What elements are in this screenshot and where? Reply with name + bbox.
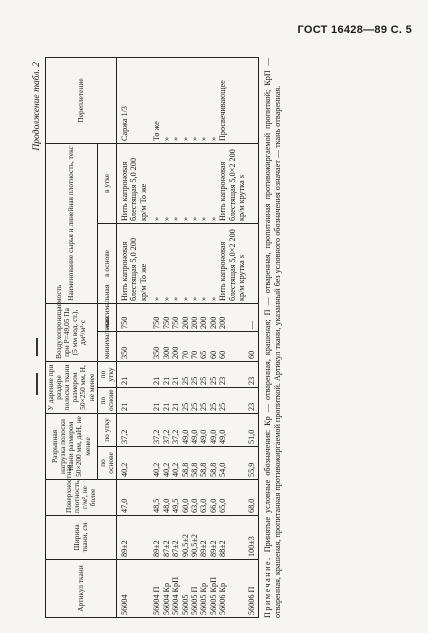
cell-article: 56005 КрП: [209, 560, 218, 618]
cell-width: 89±2: [209, 516, 218, 560]
cell-density: 63,0: [190, 480, 199, 516]
cell-weave: »: [190, 57, 199, 143]
cell-yarn-warp: »: [152, 223, 161, 303]
cell-air-max: 200: [218, 303, 246, 331]
cell-tensile-warp: 58,8: [209, 447, 218, 480]
table-row: [209, 57, 218, 617]
cell-yarn-weft: Нить капроновая блестящая 5,0 200 кр/м То же: [117, 143, 153, 223]
cell-weave: [247, 57, 259, 143]
cell-tensile-weft: 49,0: [209, 413, 218, 446]
cell-air-min: 65: [199, 331, 208, 361]
col-tear-weft: по утку: [97, 361, 116, 387]
cell-air-min: 70: [181, 331, 190, 361]
cell-yarn-weft: »: [152, 143, 161, 223]
cell-yarn-warp: »: [181, 223, 190, 303]
cell-air-max: 200: [199, 303, 208, 331]
cell-width: 87±2: [162, 516, 171, 560]
col-tear-warp: по основе: [97, 387, 116, 413]
cell-tear-warp: 21: [171, 387, 180, 413]
cell-width: 89±2: [152, 516, 161, 560]
cell-tensile-warp: 40,2: [117, 447, 153, 480]
cell-tear-warp: 25: [181, 387, 190, 413]
col-tensile-warp: по основе: [97, 447, 116, 480]
cell-weave: »: [171, 57, 180, 143]
cell-density: 48,0: [162, 480, 171, 516]
cell-weave: »: [209, 57, 218, 143]
cell-density: 63,0: [199, 480, 208, 516]
cell-air-max: 200: [181, 303, 190, 331]
cell-tensile-warp: 58,8: [199, 447, 208, 480]
cell-air-max: 750: [117, 303, 153, 331]
cell-tensile-warp: 58,8: [190, 447, 199, 480]
cell-tear-warp: 21: [162, 387, 171, 413]
col-air-min: минимальная: [97, 331, 116, 361]
note-text: Принятые условные обозначения: Кр — отваренная, крашеная; П — отваренная, пропитанная противожиргаемой пропиткой; КрП — отваренная, крашеная, пропитанная противожиргаемой пропиткой. Артикул ткани, указанный без условного обозначения означает — ткань отваренная.: [262, 57, 283, 618]
col-weave: Переплетение: [45, 57, 116, 143]
cell-tear-warp: 25: [199, 387, 208, 413]
col-width: Ширина ткани, см: [45, 516, 116, 560]
cell-tear-weft: 21: [152, 361, 161, 387]
cell-tensile-warp: 40,2: [152, 447, 161, 480]
cell-article: 56006 П: [247, 560, 259, 618]
cell-yarn-warp: »: [209, 223, 218, 303]
cell-air-min: 350: [152, 331, 161, 361]
table-row: [181, 57, 190, 617]
cell-tear-weft: 23: [218, 361, 246, 387]
cell-tensile-weft: 49,0: [199, 413, 208, 446]
table-row: [199, 57, 208, 617]
cell-yarn-weft: »: [209, 143, 218, 223]
cell-tensile-weft: 37,2: [152, 413, 161, 446]
cell-width: 87±2: [171, 516, 180, 560]
table-row: [117, 57, 153, 617]
cell-width: 90,5±2: [181, 516, 190, 560]
cell-yarn-warp: »: [171, 223, 180, 303]
table-row: [152, 57, 161, 617]
table-row: [171, 57, 180, 617]
cell-air-min: 350: [117, 331, 153, 361]
cell-air-max: 750: [162, 303, 171, 331]
cell-tensile-weft: 49,0: [218, 413, 246, 446]
col-yarn-weft: в утке: [97, 143, 116, 223]
cell-tear-weft: 25: [199, 361, 208, 387]
cell-tensile-weft: 37,2: [117, 413, 153, 446]
cell-weave: »: [199, 57, 208, 143]
continuation-label: Продолжение табл. 2: [32, 62, 42, 151]
cell-tear-weft: 25: [181, 361, 190, 387]
cell-tear-weft: 21: [117, 361, 153, 387]
cell-air-min: 60: [209, 331, 218, 361]
cell-tear-weft: 25: [190, 361, 199, 387]
col-yarn-warp: в основе: [97, 223, 116, 303]
col-tear: У дарение при раздире полоски ткани размером 50×250 мм, Н, не менее: [45, 361, 97, 413]
cell-tensile-weft: 37,2: [171, 413, 180, 446]
cell-yarn-warp: Нить капроновая блестящая 5,0×2 200 кр/м крутка s: [218, 223, 246, 303]
cell-tensile-warp: 54,0: [218, 447, 246, 480]
cell-article: 56006 Кр: [218, 560, 246, 618]
cell-article: 56005 П: [190, 560, 199, 618]
cell-width: 90,5±2: [190, 516, 199, 560]
cell-yarn-weft: »: [171, 143, 180, 223]
cell-tensile-warp: 58,8: [181, 447, 190, 480]
cell-article: 56005: [181, 560, 190, 618]
cell-tensile-warp: 55,9: [247, 447, 259, 480]
cell-width: 100±3: [247, 516, 259, 560]
cell-tensile-weft: 49,0: [181, 413, 190, 446]
cell-width: 88±2: [218, 516, 246, 560]
col-tensile: Разрывная нагрузка полоски ткани размером 50×200 мм, даН, не менее: [45, 413, 97, 479]
cell-yarn-weft: Нить капроновая блестящая 5,0×2 200 кр/м крутка s: [218, 143, 246, 223]
cell-yarn-warp: »: [199, 223, 208, 303]
cell-density: 68,0: [247, 480, 259, 516]
cell-tensile-weft: 51,0: [247, 413, 259, 446]
cell-yarn-warp: [247, 223, 259, 303]
col-air-max: максимальная: [97, 303, 116, 331]
cell-yarn-warp: Нить капроновая блестящая 5,0 200 кр/м То же: [117, 223, 153, 303]
cell-tear-weft: 25: [209, 361, 218, 387]
cell-weave: »: [162, 57, 171, 143]
cell-tensile-weft: 37,2: [162, 413, 171, 446]
cell-weave: »: [181, 57, 190, 143]
cell-tear-weft: 21: [171, 361, 180, 387]
cell-article: 56004 КрП: [171, 560, 180, 618]
table-row: [218, 57, 246, 617]
cell-density: 49,5: [171, 480, 180, 516]
cell-yarn-weft: »: [190, 143, 199, 223]
cell-air-min: 200: [171, 331, 180, 361]
table-row: [247, 57, 259, 617]
cell-weave: Саржа 1/3: [117, 57, 153, 143]
col-yarn: Наименование сырья и линейная плотность, текс: [45, 143, 97, 303]
cell-yarn-weft: [247, 143, 259, 223]
cell-yarn-weft: »: [199, 143, 208, 223]
cell-density: 60,0: [181, 480, 190, 516]
cell-tensile-warp: 40,2: [171, 447, 180, 480]
col-article: Артикул ткани: [45, 560, 116, 618]
cell-air-max: 750: [152, 303, 161, 331]
cell-density: 65,0: [218, 480, 246, 516]
cell-air-min: 70: [190, 331, 199, 361]
cell-air-min: 60: [247, 331, 259, 361]
cell-width: 89±2: [199, 516, 208, 560]
cell-air-max: —: [247, 303, 259, 331]
cell-article: 56005 Кр: [199, 560, 208, 618]
cell-weave: Просвечивающее: [218, 57, 246, 143]
cell-yarn-warp: »: [190, 223, 199, 303]
table-row: [162, 57, 171, 617]
cell-article: 56004 П: [152, 560, 161, 618]
cell-tear-warp: 23: [247, 387, 259, 413]
cell-yarn-weft: »: [181, 143, 190, 223]
cell-tear-weft: 23: [247, 361, 259, 387]
cell-tensile-weft: 49,0: [190, 413, 199, 446]
cell-density: 48,5: [152, 480, 161, 516]
cell-yarn-warp: »: [162, 223, 171, 303]
cell-air-min: 300: [162, 331, 171, 361]
cell-tear-warp: 21: [117, 387, 153, 413]
note-label: Примечание.: [262, 556, 272, 618]
cell-article: 56004: [117, 560, 153, 618]
cell-density: 47,0: [117, 480, 153, 516]
fabric-table: [45, 57, 259, 618]
col-air: Воздухопроницаемость при Р=49,05 Па (5 мм вод. ст.), дм³/м²·с: [45, 303, 97, 361]
cell-air-max: 200: [190, 303, 199, 331]
col-density: Поверхностная плотность, г/м², не более: [45, 480, 116, 516]
cell-air-max: 200: [209, 303, 218, 331]
page-header: ГОСТ 16428—89 С. 5: [297, 24, 412, 36]
table-row: [190, 57, 199, 617]
cell-article: 56004 Кр: [162, 560, 171, 618]
cell-tear-warp: 25: [190, 387, 199, 413]
cell-air-min: 60: [218, 331, 246, 361]
cell-tear-warp: 25: [209, 387, 218, 413]
cell-width: 89±2: [117, 516, 153, 560]
cell-tear-weft: 21: [162, 361, 171, 387]
cell-air-max: 750: [171, 303, 180, 331]
cell-weave: То же: [152, 57, 161, 143]
table-note: [263, 58, 284, 618]
cell-tear-warp: 25: [218, 387, 246, 413]
cell-density: 66,0: [209, 480, 218, 516]
cell-yarn-weft: »: [162, 143, 171, 223]
cell-tear-warp: 21: [152, 387, 161, 413]
col-tensile-weft: по утку: [97, 413, 116, 446]
cell-tensile-warp: 40,2: [162, 447, 171, 480]
rotated-table-block: [32, 58, 392, 618]
